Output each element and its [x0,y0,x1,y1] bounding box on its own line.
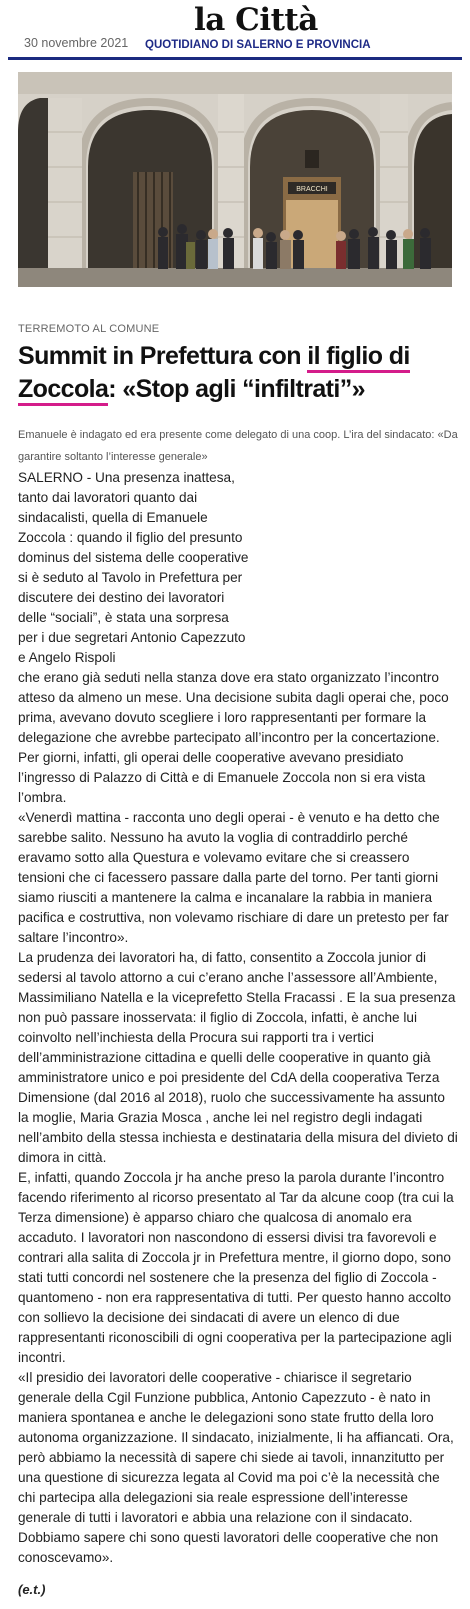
paragraph-4: E, infatti, quando Zoccola jr ha anche preso la parola durante l’incontro facendo riferimento al ricorso presentato al Tar da alcune coop (tra cui la Terza dimensione) è apparso chiaro che qualcosa di anomalo era accaduto. I lavoratori non nascondono di essersi divisi tra favorevoli e contrari alla salita di Zoccola jr in Prefettura mentre, il giorno dopo, sono stati tutti concordi nel sostenere che la presenza del figlio di Zoccola - quantomeno - non era rappresentativa di tutti. Per questo hanno accolto con sollievo la decisione dei sindacati di avere un elenco di due rappresentanti riconoscibili di ogni cooperativa per la partecipazione agli incontri. [18,1170,454,1365]
article-body [18,468,458,1568]
paragraph-2: «Venerdì mattina - racconta uno degli operai - è venuto e ha detto che sarebbe salito. Nessuno ha avuto la voglia di contraddirlo perché eravamo sotto alla Questura e volevamo evitare che si creassero tensioni che ci facessero passare dalla parte del torno. Per tanti giorni siamo riusciti a mantenere la calma e incanalare la rabbia in maniera pacifica e costruttiva, non volevamo rischiare di dare un pretesto per far saltare l’incontro». [18,810,449,945]
headline-text-1a: Summit in Prefettura con [18,342,308,370]
article-headline [18,340,458,406]
newspaper-tagline: QUOTIDIANO DI SALERNO E PROVINCIA [145,39,371,51]
headline-line-1 [18,340,458,373]
publication-date: 30 novembre 2021 [24,36,129,50]
paragraph-3: La prudenza dei lavoratori ha, di fatto, consentito a Zoccola junior di sedersi al tavolo attorno a cui c’erano anche l’assessore all’Ambiente, Massimiliano Natella e la viceprefetto Stella Fracassi . E la sua presenza non può passare inosservata: il figlio di Zoccola, infatti, è anche lui coinvolto nell’inchiesta della Procura sui rapporti tra i vertici dell’amministrazione cittadina e quelli delle cooperative in quanto già amministratore unico e poi presidente del CdA della cooperativa Terza Dimensione (dal 2016 al 2018), ruolo che successivamente ha assunto la moglie, Maria Grazia Mosca , anche lei nel registro degli indagati nell’ambito della stessa inchiesta e destinataria della misura del divieto di dimora in città. [18,950,458,1165]
headline-text-2b: : «Stop agli “infiltrati”» [108,375,365,403]
headline-underlined-2a: Zoccola [18,375,108,406]
prefettura-arcade-image [18,72,452,287]
headline-line-2 [18,373,458,406]
paragraph-5: «Il presidio dei lavoratori delle cooperative - chiarisce il segretario generale della Cgil Funzione pubblica, Antonio Capezzuto - è nato in maniera spontanea e anche le delegazioni sono state frutto della loro autonoma organizzazione. Il sindacato, inizialmente, li ha affiancati. Ora, però abbiamo la necessità di sapere chi siede ai tavoli, innanzitutto per una questione di sicurezza legata al Covid ma poi c’è la necessità che chi partecipa alla delegazioni sia reale espressione dell’interesse generale di tutti i lavoratori e abbia una relazione con il sindacato. Dobbiamo sapere chi sono questi lavoratori delle cooperative che non conoscevamo». [18,1370,454,1565]
headline-underlined-1b: il figlio di [307,342,410,373]
photo-sign-text: BRACCHI [296,186,328,193]
article-summary: Emanuele è indagato ed era presente come delegato di una coop. L’ira del sindacato: «Da garantire soltanto l’interesse generale» [18,429,458,463]
newspaper-logo: la Città [194,2,318,38]
lead-paragraph: SALERNO - Una presenza inattesa, tanto dai lavoratori quanto dai sindacalisti, quella di Emanuele Zoccola : quando il figlio del presunto dominus del sistema delle cooperative si è seduto al Tavolo in Prefettura per discutere dei destino dei lavoratori delle “sociali”, è stata una sorpresa per i due segretari Antonio Capezzuto e Angelo Rispoli [18,470,249,665]
masthead-divider [8,57,462,60]
article-photo [18,72,452,287]
author-signature: (e.t.) [18,1582,46,1597]
lead-continuation: che erano già seduti nella stanza dove era stato organizzato l’incontro atteso da almeno un mese. Una decisione subita dagli operai che, poco prima, avevano dovuto scegliere i loro rappresentanti per formare la delegazione che avrebbe partecipato all’incontro per la concertazione. Per giorni, infatti, gli operai delle cooperative avevano presidiato l’ingresso di Palazzo di Città e di Emanuele Zoccola non si era vista l’ombra. [18,670,449,805]
masthead [0,0,470,62]
article-section: TERREMOTO AL COMUNE [18,323,160,335]
